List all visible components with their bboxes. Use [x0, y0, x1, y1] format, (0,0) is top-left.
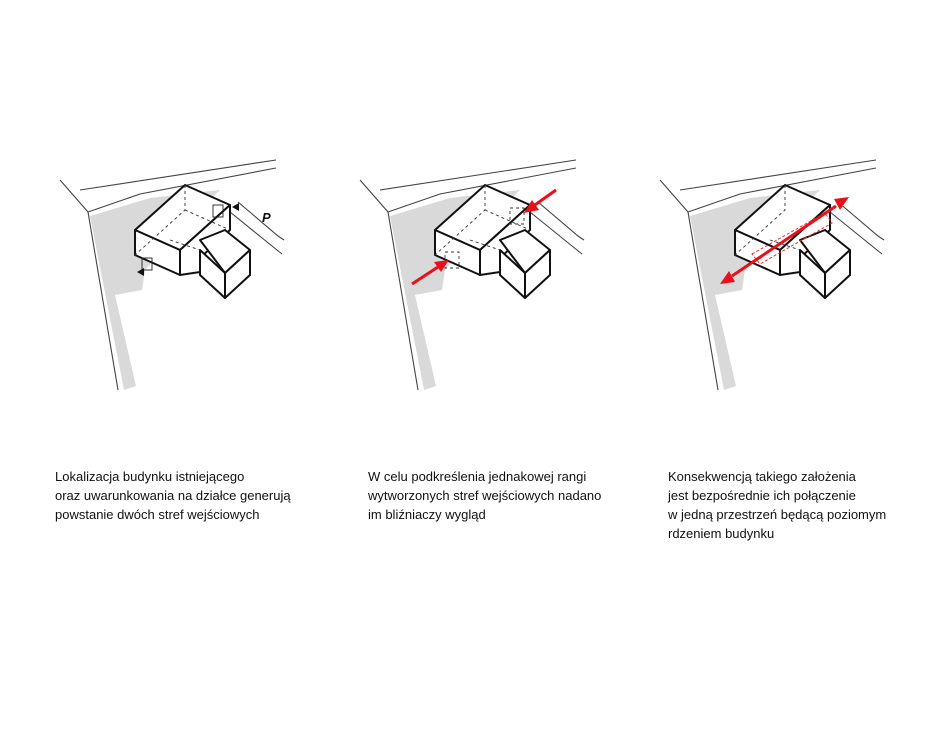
site-diagram-existing — [20, 150, 320, 410]
caption-line: im bliźniaczy wygląd — [368, 507, 486, 522]
entrance-arrow-north-icon — [524, 190, 556, 213]
caption-panel-3 — [668, 467, 886, 543]
caption-line: W celu podkreślenia jednakowej rangi — [368, 469, 587, 484]
caption-line: powstanie dwóch stref wejściowych — [55, 507, 260, 522]
road-edge-upper — [680, 160, 876, 190]
entrance-arrow-north-icon — [232, 203, 239, 211]
caption-line: oraz uwarunkowania na działce generują — [55, 488, 291, 503]
caption-line: Konsekwencją takiego założenia — [668, 469, 856, 484]
lane-top — [538, 202, 584, 240]
caption-line: jest bezpośrednie ich połączenie — [668, 488, 856, 503]
caption-line: rdzeniem budynku — [668, 526, 775, 541]
caption-line: wytworzonych stref wejściowych nadano — [368, 488, 602, 503]
parking-label: P — [262, 210, 271, 225]
lane-top — [838, 202, 884, 240]
caption-panel-1 — [55, 467, 291, 524]
site-diagram-twin-entrances — [320, 150, 620, 410]
site-diagram-horizontal-core — [620, 150, 920, 410]
caption-line: w jedną przestrzeń będącą poziomym — [668, 507, 887, 522]
road-edge-upper — [80, 160, 276, 190]
caption-line: Lokalizacja budynku istniejącego — [55, 469, 245, 484]
road-edge-upper — [380, 160, 576, 190]
parking-lane-top — [238, 202, 284, 240]
caption-panel-2 — [368, 467, 601, 524]
